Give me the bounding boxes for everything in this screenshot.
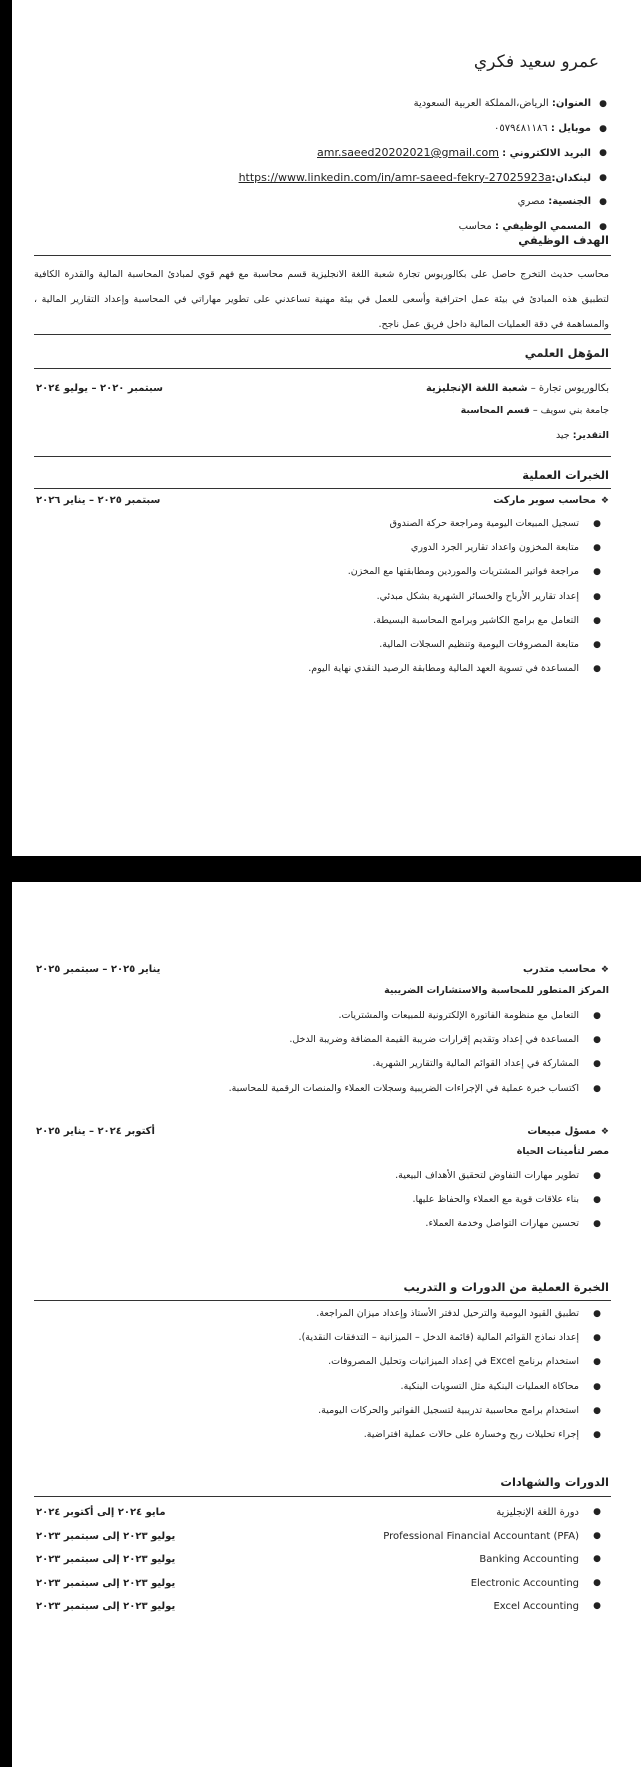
bullet-icon: ● (593, 664, 601, 675)
cv-page-2 (12, 882, 641, 1767)
list-item: ● التعامل مع برامج الكاشير وبرامج المحاسبة البسيطة. (61, 609, 601, 633)
list-item: ● تطبيق القيود اليومية والترحيل لدفتر الأستاذ وإعداد ميزان المراجعة. (61, 1302, 601, 1326)
bullet-icon: ● (593, 543, 601, 554)
bullet-icon: ● (599, 123, 607, 134)
job-2-company: المركز المتطور للمحاسبة والاستشارات الضريبية (384, 985, 609, 996)
bullet-icon: ● (593, 1405, 601, 1416)
bullet-icon: ● (593, 1035, 601, 1046)
training-title: الخبرة العملية من الدورات و التدريب (403, 1280, 609, 1294)
list-item (36, 1525, 601, 1549)
list-item (36, 1572, 601, 1596)
contact-mobile: ● موبايل : ٠٥٧٩٤٨١١٨٦ (47, 117, 607, 142)
cv-page-1 (12, 0, 641, 856)
contact-job-title: ● المسمي الوظيفي : محاسب (47, 215, 607, 240)
bullet-icon: ● (593, 1171, 601, 1181)
contact-linkedin: ● لينكدان:https://www.linkedin.com/in/amr-saeed-fekry-27025923a (47, 166, 607, 191)
list-item: ● مراجعة فواتير المشتريات والموردين ومطابقتها مع المخزن. (61, 560, 601, 584)
list-item: ● متابعة المخزون واعداد تقارير الجرد الدوري (61, 536, 601, 560)
bullet-icon: ● (593, 1381, 601, 1392)
course-dates: مايو ٢٠٢٤ إلى أكتوبر ٢٠٢٤ (36, 1507, 166, 1518)
list-item: ● تحسين مهارات التواصل وخدمة العملاء. (61, 1212, 601, 1236)
job-1-title: محاسب سوبر ماركت (493, 495, 596, 506)
list-item: ● تسجيل المبيعات اليومية ومراجعة حركة الصندوق (61, 512, 601, 536)
section-divider (34, 368, 611, 369)
bullet-icon: ● (593, 1219, 601, 1230)
job-3-dates: أكتوبر ٢٠٢٤ – يناير ٢٠٢٥ (36, 1126, 155, 1137)
job-2-dates: يناير ٢٠٢٥ – سبتمبر ٢٠٢٥ (36, 964, 161, 975)
list-item: ● متابعة المصروفات اليومية وتنظيم السجلات المالية. (61, 633, 601, 657)
list-item (36, 1595, 601, 1619)
list-item: ● تطوير مهارات التفاوض لتحقيق الأهداف البيعية. (61, 1164, 601, 1188)
courses-title: الدورات والشهادات (500, 1475, 609, 1489)
experience-title: الخبرات العملية (522, 468, 609, 482)
linkedin-link[interactable]: https://www.linkedin.com/in/amr-saeed-fekry-27025923a (238, 170, 552, 184)
course-name: دورة اللغة الإنجليزية (496, 1507, 579, 1518)
contact-address: ● العنوان: الرياض،المملكة العربية السعودية (47, 92, 607, 117)
education-title: المؤهل العلمي (524, 346, 609, 360)
bullet-icon: ● (593, 1357, 601, 1368)
course-dates: يوليو ٢٠٢٣ إلى سبتمبر ٢٠٢٣ (36, 1554, 176, 1565)
objective-text: محاسب حديث التخرج حاصل على بكالوريوس تجارة شعبة اللغة الانجليزية قسم محاسبة مع فهم قوي لمبادئ المحاسبة المالية والقدرة الكافية لتطبيق هذه المبادئ في بيئة عمل احترافية وأسعى للعمل في بيئة مهنية تساعدني على تطوير مهاراتي في المحاسبة وإعداد التقارير المالية ، والمساهمة في دقة العمليات المالية داخل فريق عمل ناجح. (34, 269, 609, 330)
course-dates: يوليو ٢٠٢٣ إلى سبتمبر ٢٠٢٣ (36, 1601, 176, 1612)
job-2-duties (61, 1004, 601, 1101)
course-name: Banking Accounting (479, 1554, 579, 1565)
list-item: ● إعداد تقارير الأرباح والخسائر الشهرية بشكل مبدئي. (61, 585, 601, 609)
bullet-icon: ● (599, 99, 607, 109)
job-2-title: محاسب متدرب (523, 964, 596, 975)
bullet-icon: ● (593, 1333, 601, 1344)
bullet-icon: ● (593, 1195, 601, 1206)
job-1-dates: سبتمبر ٢٠٢٥ – يناير ٢٠٢٦ (36, 495, 161, 506)
education-dates: سبتمبر ٢٠٢٠ – يوليو ٢٠٢٤ (36, 383, 163, 394)
list-item: ● إعداد نماذج القوائم المالية (قائمة الدخل – الميزانية – التدفقات النقدية). (61, 1326, 601, 1350)
job-3-duties (61, 1164, 601, 1237)
list-item: ● استخدام برامج محاسبية تدريبية لتسجيل الفواتير والحركات اليومية. (61, 1399, 601, 1423)
degree: بكالوريوس تجارة – (527, 383, 609, 394)
list-item: ● استخدام برنامج Excel في إعداد الميزانيات وتحليل المصروفات. (61, 1350, 601, 1374)
bullet-icon: ● (593, 1507, 601, 1517)
section-divider (34, 255, 611, 256)
bullet-icon: ● (593, 1577, 601, 1588)
contact-list (47, 92, 607, 239)
bullet-icon: ● (599, 172, 607, 183)
list-item: ● محاكاة العمليات البنكية مثل التسويات البنكية. (61, 1375, 601, 1399)
bullet-icon: ● (593, 1429, 601, 1440)
education-degree-row (36, 383, 609, 399)
course-dates: يوليو ٢٠٢٣ إلى سبتمبر ٢٠٢٣ (36, 1530, 176, 1542)
job-1-header (36, 495, 609, 511)
section-divider (34, 334, 611, 335)
course-name: Electronic Accounting (470, 1577, 579, 1589)
job-3-company: مصر لتأمينات الحياة (516, 1146, 609, 1157)
section-divider (34, 456, 611, 457)
course-dates: يوليو ٢٠٢٣ إلى سبتمبر ٢٠٢٣ (36, 1577, 176, 1589)
section-divider (34, 1496, 611, 1497)
degree-major: شعبة اللغة الإنجليزية (425, 383, 528, 394)
diamond-bullet-icon: ❖ (600, 496, 609, 506)
bullet-icon: ● (593, 1601, 601, 1611)
training-list (61, 1302, 601, 1447)
job-1-duties (61, 512, 601, 681)
section-divider (34, 1300, 611, 1301)
course-name: Professional Financial Accountant (PFA) (383, 1530, 579, 1542)
bullet-icon: ● (599, 197, 607, 207)
contact-email: ● البريد الالكتروني : amr.saeed20202021@gmail.com (47, 141, 607, 166)
courses-list (36, 1501, 601, 1619)
bullet-icon: ● (593, 1530, 601, 1541)
section-divider (34, 488, 611, 489)
job-3-header (36, 1126, 609, 1142)
list-item (36, 1501, 601, 1525)
diamond-bullet-icon: ❖ (600, 1127, 609, 1137)
job-3-title: مسؤل مبيعات (527, 1126, 596, 1137)
list-item: ● بناء علاقات قوية مع العملاء والحفاظ عليها. (61, 1188, 601, 1212)
list-item: ● المساعدة في إعداد وتقديم إقرارات ضريبة القيمة المضافة وضريبة الدخل. (61, 1028, 601, 1052)
education-grade: التقدير: جيد (555, 430, 609, 441)
list-item: ● اكتساب خبرة عملية في الإجراءات الضريبية وسجلات العملاء والمنصات الرقمية للمحاسبة. (61, 1077, 601, 1101)
list-item: ● المساعدة في تسوية العهد المالية ومطابقة الرصيد النقدي نهاية اليوم. (61, 657, 601, 681)
bullet-icon: ● (593, 1083, 601, 1094)
diamond-bullet-icon: ❖ (600, 965, 609, 975)
objective-title: الهدف الوظيفي (518, 233, 609, 247)
email-link[interactable]: amr.saeed20202021@gmail.com (317, 146, 499, 159)
contact-nationality: ● الجنسية: مصري (47, 190, 607, 215)
bullet-icon: ● (593, 591, 601, 602)
bullet-icon: ● (593, 1309, 601, 1319)
bullet-icon: ● (593, 639, 601, 650)
bullet-icon: ● (593, 1554, 601, 1564)
bullet-icon: ● (599, 148, 607, 158)
bullet-icon: ● (599, 221, 607, 232)
bullet-icon: ● (593, 519, 601, 529)
bullet-icon: ● (593, 567, 601, 578)
course-name: Excel Accounting (493, 1601, 579, 1612)
list-item (36, 1548, 601, 1572)
bullet-icon: ● (593, 1059, 601, 1070)
list-item: ● إجراء تحليلات ربح وخسارة على حالات عملية افتراضية. (61, 1423, 601, 1447)
job-2-header (36, 964, 609, 980)
candidate-name: عمرو سعيد فكري (473, 52, 599, 72)
bullet-icon: ● (593, 1011, 601, 1021)
list-item: ● التعامل مع منظومة الفاتورة الإلكترونية للمبيعات والمشتريات. (61, 1004, 601, 1028)
education-university: جامعة بني سويف – قسم المحاسبة (460, 405, 609, 416)
list-item: ● المشاركة في إعداد القوائم المالية والتقارير الشهرية. (61, 1052, 601, 1076)
bullet-icon: ● (593, 615, 601, 626)
